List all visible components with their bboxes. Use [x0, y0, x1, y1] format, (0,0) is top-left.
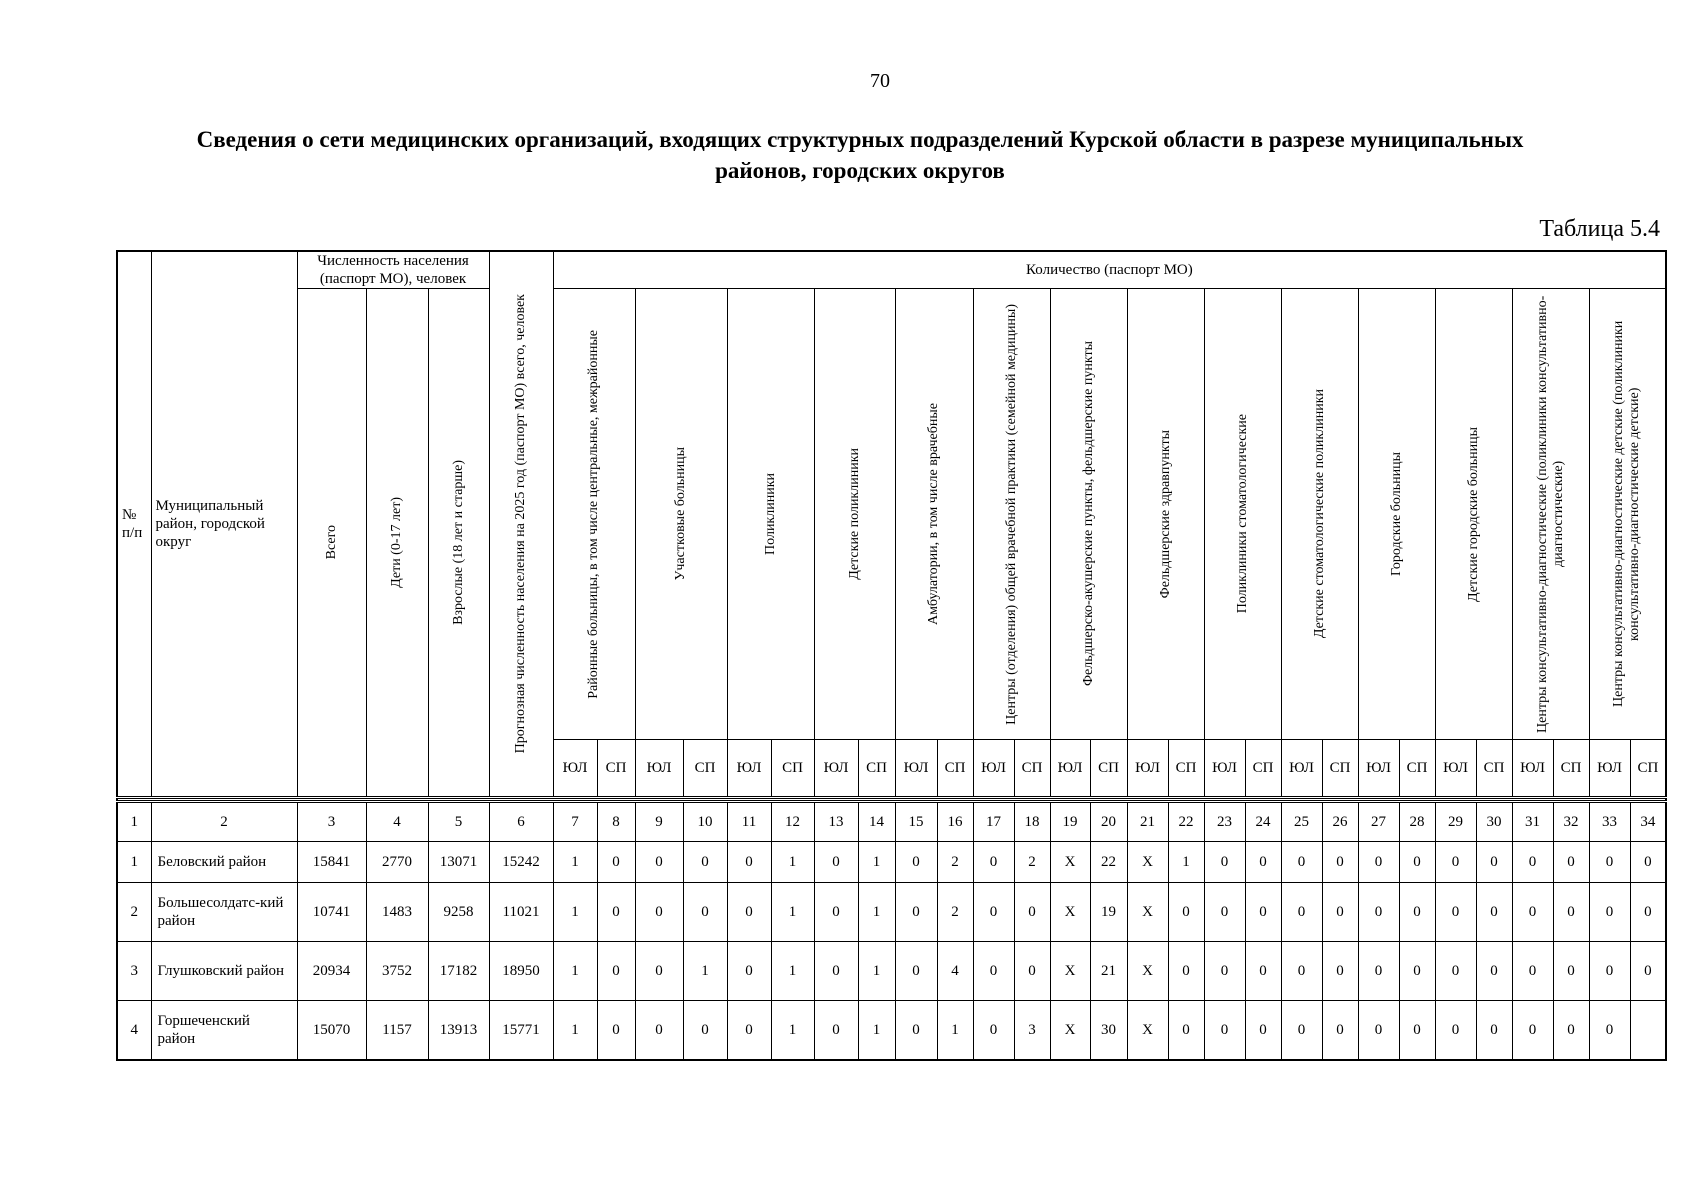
- row-value: 0: [1476, 1001, 1512, 1061]
- row-value: 0: [1358, 883, 1399, 942]
- row-value: 3: [1014, 1001, 1050, 1061]
- column-number: 12: [771, 802, 814, 842]
- row-value: 0: [1589, 942, 1630, 1001]
- header-category-5: [895, 289, 973, 740]
- row-value: 0: [597, 883, 635, 942]
- row-value: 0: [727, 942, 771, 1001]
- header-sub-sp: СП: [1245, 740, 1281, 798]
- row-value: 21: [1090, 942, 1127, 1001]
- row-value: 0: [1281, 1001, 1322, 1061]
- row-value: 0: [1014, 883, 1050, 942]
- column-number: 22: [1168, 802, 1204, 842]
- header-sub-sp: СП: [683, 740, 727, 798]
- row-value: 0: [895, 883, 937, 942]
- row-value: 0: [1553, 942, 1589, 1001]
- row-num: 4: [117, 1001, 151, 1061]
- header-category-label: Городские больницы: [1388, 452, 1404, 576]
- row-value: 0: [895, 1001, 937, 1061]
- row-value: Х: [1127, 1001, 1168, 1061]
- table-body: [117, 798, 1666, 1061]
- column-number: 17: [973, 802, 1014, 842]
- table-row: [117, 1001, 1666, 1061]
- row-value: 0: [1245, 842, 1281, 883]
- row-value: 0: [814, 883, 858, 942]
- header-sub-yul: ЮЛ: [1589, 740, 1630, 798]
- header-sub-sp: СП: [1399, 740, 1435, 798]
- header-category-7: [1050, 289, 1127, 740]
- column-number: 30: [1476, 802, 1512, 842]
- row-value: 0: [1589, 842, 1630, 883]
- row-value: 0: [1204, 942, 1245, 1001]
- row-value: 1: [771, 942, 814, 1001]
- row-value: 0: [895, 942, 937, 1001]
- header-category-9: [1204, 289, 1281, 740]
- row-value: 1: [937, 1001, 973, 1061]
- row-children: 1157: [366, 1001, 428, 1061]
- column-number: 34: [1630, 802, 1666, 842]
- header-row-1: [117, 251, 1666, 289]
- row-value: 0: [683, 842, 727, 883]
- row-adults: 13913: [428, 1001, 489, 1061]
- column-number: 20: [1090, 802, 1127, 842]
- table-row: [117, 942, 1666, 1001]
- row-value: 0: [1358, 1001, 1399, 1061]
- column-numbers-row: [117, 802, 1666, 842]
- row-value: 1: [683, 942, 727, 1001]
- row-value: 30: [1090, 1001, 1127, 1061]
- header-category-11: [1358, 289, 1435, 740]
- row-value: 0: [1168, 883, 1204, 942]
- header-category-label: Поликлиники: [762, 473, 778, 555]
- row-value: 0: [1553, 842, 1589, 883]
- row-adults: 17182: [428, 942, 489, 1001]
- row-value: 22: [1090, 842, 1127, 883]
- header-category-4: [814, 289, 895, 740]
- column-number: 4: [366, 802, 428, 842]
- row-value: 0: [1399, 942, 1435, 1001]
- row-num: 2: [117, 883, 151, 942]
- row-value: 0: [973, 1001, 1014, 1061]
- row-value: 1: [858, 1001, 895, 1061]
- row-value: 2: [937, 842, 973, 883]
- row-value: 0: [1245, 942, 1281, 1001]
- header-category-1: [553, 289, 635, 740]
- row-value: Х: [1127, 842, 1168, 883]
- header-sub-sp: СП: [1090, 740, 1127, 798]
- row-value: 1: [553, 883, 597, 942]
- row-total: 15841: [297, 842, 366, 883]
- row-total: 20934: [297, 942, 366, 1001]
- header-category-2: [635, 289, 727, 740]
- row-forecast: 18950: [489, 942, 553, 1001]
- row-value: Х: [1050, 883, 1090, 942]
- row-value: 1: [553, 842, 597, 883]
- row-value: 0: [1399, 883, 1435, 942]
- header-category-label: Фельдшерско-акушерские пункты, фельдшерские пункты: [1080, 341, 1096, 687]
- column-number: 13: [814, 802, 858, 842]
- row-value: Х: [1127, 942, 1168, 1001]
- header-sub-yul: ЮЛ: [814, 740, 858, 798]
- column-number: 3: [297, 802, 366, 842]
- column-number: 18: [1014, 802, 1050, 842]
- document-title: Сведения о сети медицинских организаций, входящих структурных подразделений Курской области в разрезе муниципальных районов, городских округов: [196, 127, 1524, 183]
- row-value: 0: [1512, 883, 1553, 942]
- column-number: 31: [1512, 802, 1553, 842]
- row-value: 1: [1168, 842, 1204, 883]
- header-category-label: Районные больницы, в том числе центральные, межрайонные: [586, 329, 602, 699]
- row-value: 0: [683, 1001, 727, 1061]
- row-district-name: Глушковский район: [151, 942, 297, 1001]
- row-value: 0: [727, 842, 771, 883]
- row-forecast: 11021: [489, 883, 553, 942]
- row-value: 0: [1435, 883, 1476, 942]
- row-value: 0: [727, 883, 771, 942]
- header-sub-yul: ЮЛ: [1127, 740, 1168, 798]
- header-category-3: [727, 289, 814, 740]
- table-row: [117, 842, 1666, 883]
- row-value: 0: [1476, 883, 1512, 942]
- header-sub-yul: ЮЛ: [1281, 740, 1322, 798]
- row-value: 0: [1512, 942, 1553, 1001]
- header-category-8: [1127, 289, 1204, 740]
- row-value: 0: [597, 942, 635, 1001]
- column-number: 26: [1322, 802, 1358, 842]
- header-sub-yul: ЮЛ: [553, 740, 597, 798]
- row-value: 0: [1168, 1001, 1204, 1061]
- column-number: 10: [683, 802, 727, 842]
- table-header: [117, 251, 1666, 798]
- row-value: 0: [1204, 883, 1245, 942]
- row-value: Х: [1050, 942, 1090, 1001]
- header-category-12: [1435, 289, 1512, 740]
- row-value: 0: [1245, 1001, 1281, 1061]
- header-category-label: Поликлиники стоматологические: [1234, 414, 1250, 614]
- column-number: 28: [1399, 802, 1435, 842]
- column-number: 25: [1281, 802, 1322, 842]
- header-sub-sp: СП: [1476, 740, 1512, 798]
- row-value: 0: [1245, 883, 1281, 942]
- row-value: 0: [1589, 1001, 1630, 1061]
- table-label: Таблица 5.4: [1539, 216, 1660, 242]
- header-children-label: Дети (0-17 лет): [389, 497, 404, 588]
- header-adults: [428, 289, 489, 798]
- row-value: 0: [1168, 942, 1204, 1001]
- row-forecast: 15242: [489, 842, 553, 883]
- header-category-label: Амбулатории, в том числе врачебные: [926, 402, 942, 626]
- row-value: 0: [635, 883, 683, 942]
- column-number: 21: [1127, 802, 1168, 842]
- row-value: 0: [1630, 942, 1666, 1001]
- row-value: 0: [1204, 842, 1245, 883]
- row-adults: 9258: [428, 883, 489, 942]
- row-adults: 13071: [428, 842, 489, 883]
- medical-network-table: [116, 250, 1667, 1061]
- row-value: 0: [1512, 842, 1553, 883]
- row-value: 0: [1435, 942, 1476, 1001]
- header-category-14: [1589, 289, 1666, 740]
- row-value: 0: [973, 842, 1014, 883]
- header-sub-sp: СП: [858, 740, 895, 798]
- row-value: 0: [1358, 942, 1399, 1001]
- row-value: 19: [1090, 883, 1127, 942]
- row-value: 0: [1435, 1001, 1476, 1061]
- row-value: 0: [1553, 1001, 1589, 1061]
- row-value: 0: [1399, 1001, 1435, 1061]
- column-number: 7: [553, 802, 597, 842]
- row-value: 0: [635, 1001, 683, 1061]
- row-value: 0: [973, 942, 1014, 1001]
- header-sub-sp: СП: [1014, 740, 1050, 798]
- row-district-name: Большесолдатс-кий район: [151, 883, 297, 942]
- header-total: [297, 289, 366, 798]
- row-value: 1: [858, 842, 895, 883]
- header-sub-yul: ЮЛ: [1435, 740, 1476, 798]
- header-category-label: Детские поликлиники: [846, 448, 862, 580]
- header-forecast: [489, 251, 553, 798]
- row-value: 0: [1204, 1001, 1245, 1061]
- header-category-10: [1281, 289, 1358, 740]
- header-sub-yul: ЮЛ: [1358, 740, 1399, 798]
- row-value: 1: [858, 942, 895, 1001]
- row-value: 0: [597, 1001, 635, 1061]
- header-sub-sp: СП: [937, 740, 973, 798]
- row-value: 0: [1589, 883, 1630, 942]
- row-value: 0: [727, 1001, 771, 1061]
- row-value: 0: [1281, 883, 1322, 942]
- header-category-label: Фельдшерские здравпункты: [1157, 429, 1173, 599]
- header-sub-yul: ЮЛ: [1204, 740, 1245, 798]
- header-category-13: [1512, 289, 1589, 740]
- column-number: 2: [151, 802, 297, 842]
- header-category-label: Детские стоматологические поликлиники: [1311, 389, 1327, 639]
- row-value: 0: [814, 1001, 858, 1061]
- row-value: 0: [1322, 883, 1358, 942]
- row-value: 0: [1476, 942, 1512, 1001]
- row-value: 0: [895, 842, 937, 883]
- row-value: 0: [683, 883, 727, 942]
- row-num: 3: [117, 942, 151, 1001]
- header-sub-sp: СП: [1630, 740, 1666, 798]
- header-district: Муниципальный район, городской округ: [151, 251, 297, 798]
- row-value: 1: [858, 883, 895, 942]
- header-adults-label: Взрослые (18 лет и старше): [450, 460, 466, 625]
- row-district-name: Горшеченский район: [151, 1001, 297, 1061]
- row-value: 0: [1322, 1001, 1358, 1061]
- row-value: 0: [635, 842, 683, 883]
- header-sub-yul: ЮЛ: [727, 740, 771, 798]
- row-value: 0: [1358, 842, 1399, 883]
- row-value: Х: [1050, 842, 1090, 883]
- row-value: 2: [937, 883, 973, 942]
- row-value: 0: [1553, 883, 1589, 942]
- column-number: 11: [727, 802, 771, 842]
- column-number: 29: [1435, 802, 1476, 842]
- row-value: 0: [1014, 942, 1050, 1001]
- row-num: 1: [117, 842, 151, 883]
- row-value: Х: [1050, 1001, 1090, 1061]
- row-forecast: 15771: [489, 1001, 553, 1061]
- column-number: 5: [428, 802, 489, 842]
- column-number: 9: [635, 802, 683, 842]
- column-number: 24: [1245, 802, 1281, 842]
- column-number: 8: [597, 802, 635, 842]
- row-value: 0: [1281, 942, 1322, 1001]
- header-children: [366, 289, 428, 798]
- header-quantity-group: Количество (паспорт МО): [553, 251, 1666, 289]
- header-total-label: Всего: [323, 525, 339, 560]
- header-row-2: [117, 289, 1666, 740]
- row-value: 0: [1476, 842, 1512, 883]
- row-value: 4: [937, 942, 973, 1001]
- column-number: 19: [1050, 802, 1090, 842]
- header-category-6: [973, 289, 1050, 740]
- row-value: 0: [1512, 1001, 1553, 1061]
- header-sub-yul: ЮЛ: [895, 740, 937, 798]
- header-sub-sp: СП: [771, 740, 814, 798]
- row-value: 0: [1399, 842, 1435, 883]
- row-value: 1: [771, 883, 814, 942]
- row-value: 0: [597, 842, 635, 883]
- row-value: 1: [553, 942, 597, 1001]
- row-total: 15070: [297, 1001, 366, 1061]
- table-row: [117, 883, 1666, 942]
- row-value: [1630, 1001, 1666, 1061]
- header-category-label: Центры консультативно-диагностические детские (поликлиники консультативно-диагностические детские): [1611, 320, 1643, 708]
- header-category-label: Детские городские больницы: [1465, 426, 1481, 602]
- row-value: 0: [635, 942, 683, 1001]
- row-value: Х: [1127, 883, 1168, 942]
- row-value: 0: [1322, 942, 1358, 1001]
- row-value: 0: [1435, 842, 1476, 883]
- column-number: 32: [1553, 802, 1589, 842]
- header-sub-yul: ЮЛ: [1512, 740, 1553, 798]
- page-number: 70: [870, 70, 890, 92]
- header-category-label: Центры (отделения) общей врачебной практики (семейной медицины): [1003, 303, 1019, 725]
- column-number: 16: [937, 802, 973, 842]
- column-number: 15: [895, 802, 937, 842]
- header-sub-yul: ЮЛ: [635, 740, 683, 798]
- row-value: 1: [771, 1001, 814, 1061]
- row-value: 1: [771, 842, 814, 883]
- header-sub-yul: ЮЛ: [1050, 740, 1090, 798]
- header-sub-sp: СП: [1322, 740, 1358, 798]
- column-number: 14: [858, 802, 895, 842]
- header-sub-sp: СП: [597, 740, 635, 798]
- header-forecast-label: Прогнозная численность населения на 2025 год (паспорт МО) всего, человек: [513, 294, 529, 754]
- column-number: 6: [489, 802, 553, 842]
- row-value: 0: [1322, 842, 1358, 883]
- column-number: 23: [1204, 802, 1245, 842]
- header-category-label: Участковые больницы: [673, 447, 689, 581]
- header-num: № п/п: [117, 251, 151, 798]
- header-sub-sp: СП: [1553, 740, 1589, 798]
- header-sub-sp: СП: [1168, 740, 1204, 798]
- row-value: 0: [1630, 842, 1666, 883]
- row-value: 0: [814, 842, 858, 883]
- column-number: 33: [1589, 802, 1630, 842]
- row-children: 2770: [366, 842, 428, 883]
- header-population-group: Численность населения (паспорт МО), человек: [297, 251, 489, 289]
- row-total: 10741: [297, 883, 366, 942]
- row-value: 0: [814, 942, 858, 1001]
- row-value: 0: [1281, 842, 1322, 883]
- row-children: 1483: [366, 883, 428, 942]
- row-district-name: Беловский район: [151, 842, 297, 883]
- header-category-label: Центры консультативно-диагностические (поликлиники консультативно-диагностические): [1534, 295, 1566, 733]
- row-value: 0: [1630, 883, 1666, 942]
- column-number: 1: [117, 802, 151, 842]
- header-sub-yul: ЮЛ: [973, 740, 1014, 798]
- row-value: 1: [553, 1001, 597, 1061]
- row-value: 2: [1014, 842, 1050, 883]
- row-children: 3752: [366, 942, 428, 1001]
- row-value: 0: [973, 883, 1014, 942]
- column-number: 27: [1358, 802, 1399, 842]
